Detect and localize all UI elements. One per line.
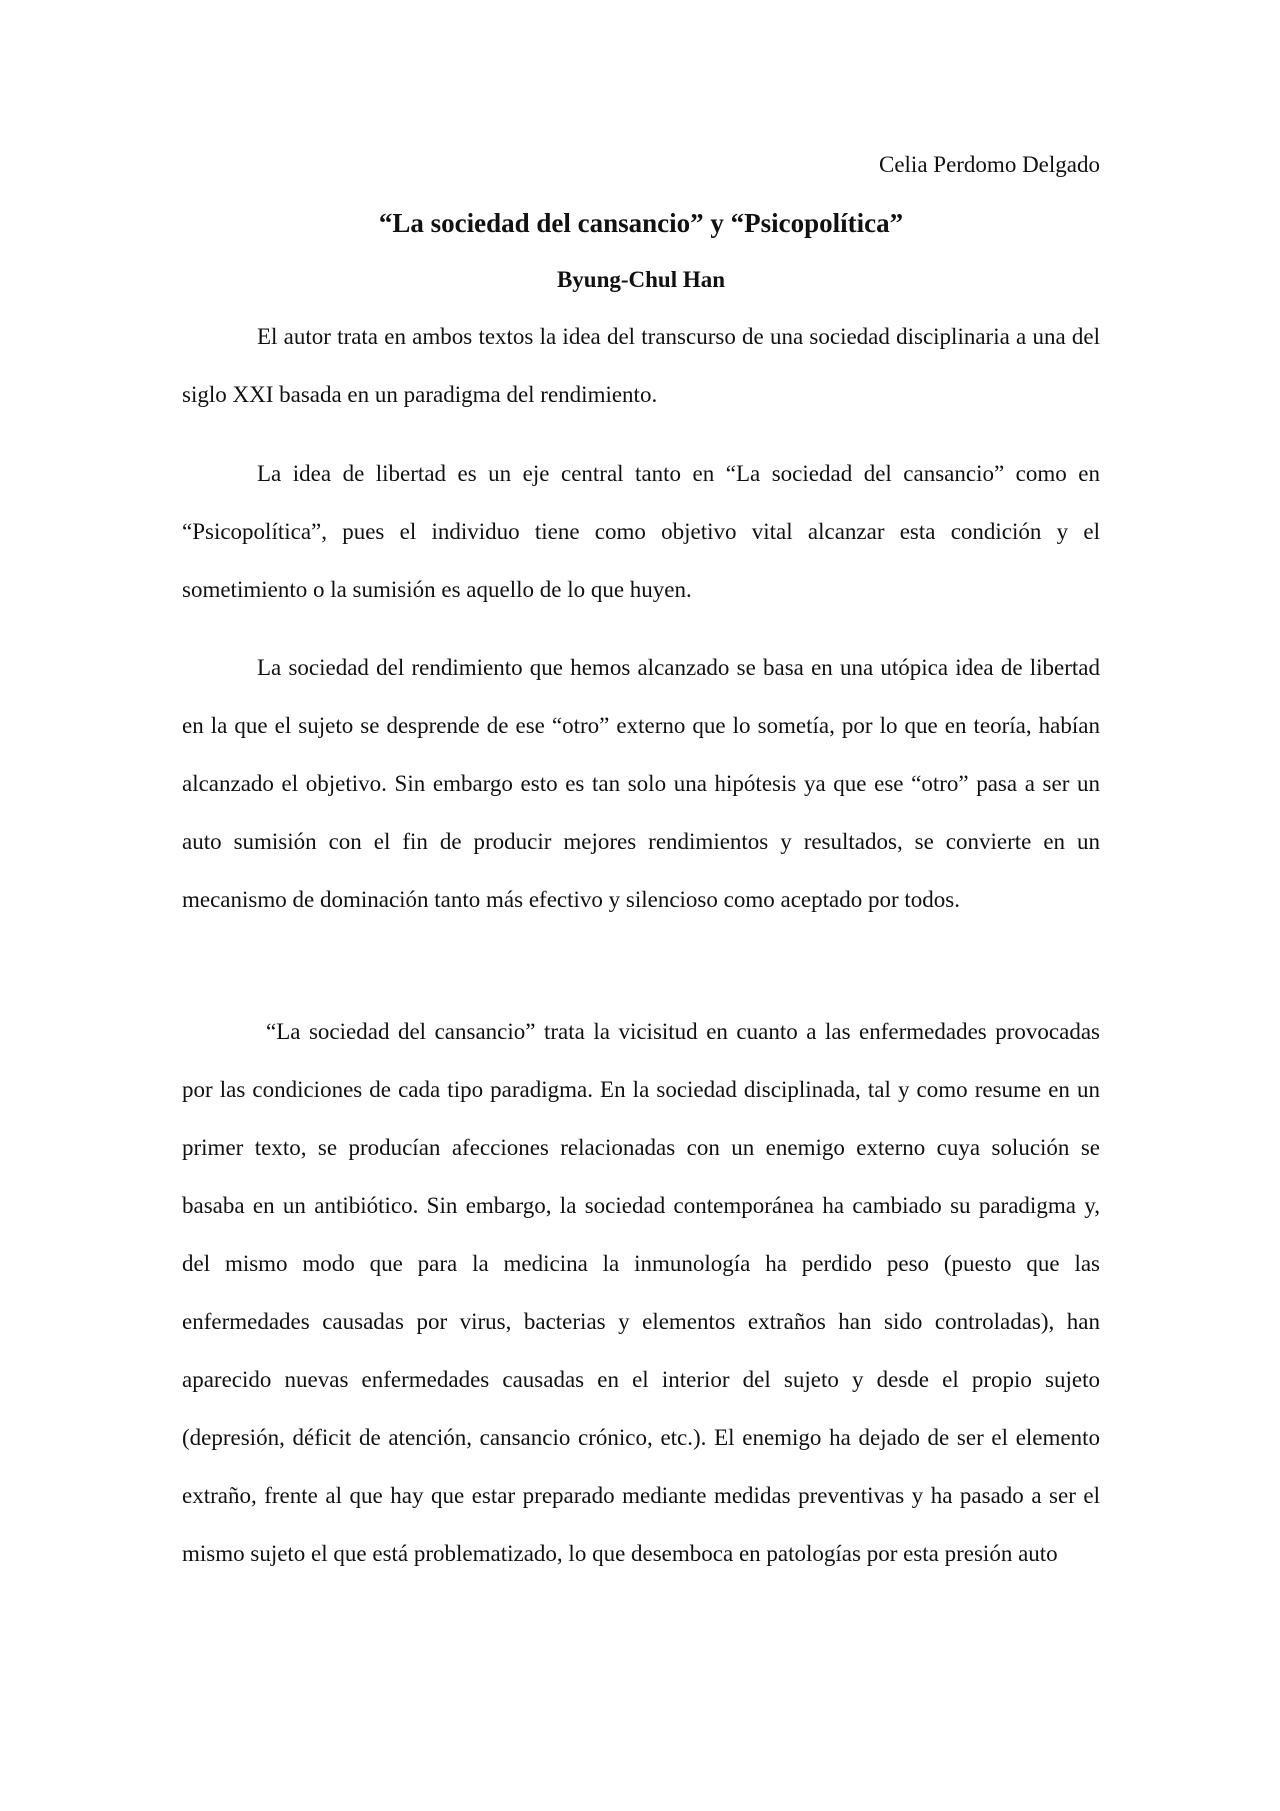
author-name: Celia Perdomo Delgado [878,152,1100,177]
paragraph-1: El autor trata en ambos textos la idea del transcurso de una sociedad disciplinaria a una del siglo XXI basada en un paradigma del rendimiento. [182,324,1100,407]
document-title: “La sociedad del cansancio” y “Psicopolítica” [378,208,904,238]
document-subtitle: Byung-Chul Han [556,267,726,292]
paragraph-3: La sociedad del rendimiento que hemos alcanzado se basa en una utópica idea de libertad en la que el sujeto se desprende de ese “otro” externo que lo sometía, por lo que en teoría, habían alcanzado el objetivo. Sin embargo esto es tan solo una hipótesis ya que ese “otro” pasa a ser un auto sumisión con el fin de producir mejores rendimientos y resultados, se convierte en un mecanismo de dominación tanto más efectivo y silencioso como aceptado por todos. [182,655,1100,912]
document-page [182,0,1100,1811]
paragraph-2: La idea de libertad es un eje central tanto en “La sociedad del cansancio” como en “Psicopolítica”, pues el individuo tiene como objetivo vital alcanzar esta condición y el sometimiento o la sumisión es aquello de lo que huyen. [182,461,1100,602]
paragraph-4: “La sociedad del cansancio” trata la vicisitud en cuanto a las enfermedades provocadas por las condiciones de cada tipo paradigma. En la sociedad disciplinada, tal y como resume en un primer texto, se producían afecciones relacionadas con un enemigo externo cuya solución se basaba en un antibiótico. Sin embargo, la sociedad contemporánea ha cambiado su paradigma y, del mismo modo que para la medicina la inmunología ha perdido peso (puesto que las enfermedades causadas por virus, bacterias y elementos extraños han sido controladas), han aparecido nuevas enfermedades causadas en el interior del sujeto y desde el propio sujeto (depresión, déficit de atención, cansancio crónico, etc.). El enemigo ha dejado de ser el elemento extraño, frente al que hay que estar preparado mediante medidas preventivas y ha pasado a ser el mismo sujeto el que está problematizado, lo que desemboca en patologías por esta presión auto [182,1019,1100,1566]
